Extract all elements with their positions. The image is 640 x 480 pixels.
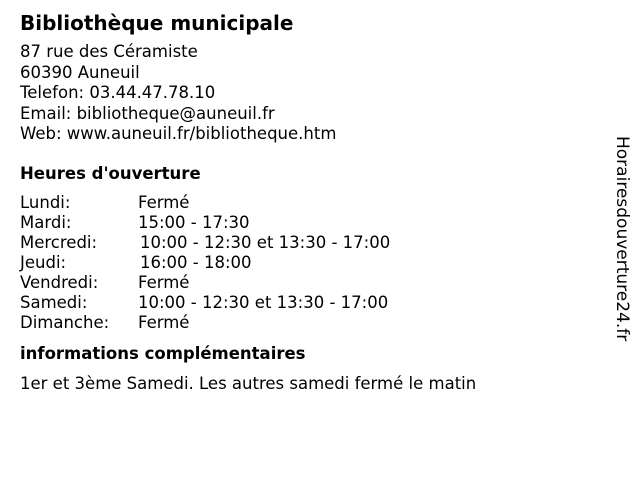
website-address: Web: www.auneuil.fr/bibliotheque.htm (20, 124, 337, 143)
hours-row-mercredi (20, 233, 600, 253)
additional-info-heading: informations complémentaires (20, 343, 306, 363)
day-label: Mardi: (20, 212, 72, 232)
library-info-card (20, 10, 600, 395)
day-label: Lundi: (20, 192, 71, 212)
hours-row-vendredi (20, 273, 600, 293)
hours-row-dimanche (20, 313, 600, 333)
opening-hours-heading: Heures d'ouverture (20, 163, 201, 183)
address-block (20, 42, 600, 145)
page-title: Bibliothèque municipale (20, 11, 294, 35)
time-value: 16:00 - 18:00 (140, 252, 252, 272)
phone-number: Telefon: 03.44.47.78.10 (20, 83, 216, 102)
hours-row-lundi (20, 193, 600, 213)
hours-row-mardi (20, 213, 600, 233)
day-label: Mercredi: (20, 232, 98, 252)
day-label: Samedi: (20, 292, 88, 312)
site-watermark: Horairesdouverture24.fr (612, 136, 632, 342)
time-value: Fermé (138, 272, 190, 292)
day-label: Jeudi: (20, 252, 67, 272)
hours-row-jeudi (20, 253, 600, 273)
time-value: Fermé (138, 312, 190, 332)
day-label: Vendredi: (20, 272, 99, 292)
hours-row-samedi (20, 293, 600, 313)
time-value: 15:00 - 17:30 (138, 212, 250, 232)
street-address: 87 rue des Céramiste (20, 42, 198, 61)
time-value: Fermé (138, 192, 190, 212)
additional-info-text: 1er et 3ème Samedi. Les autres samedi fermé le matin (20, 373, 477, 393)
email-address: Email: bibliotheque@auneuil.fr (20, 103, 275, 123)
time-value: 10:00 - 12:30 et 13:30 - 17:00 (140, 232, 391, 252)
day-label: Dimanche: (20, 312, 110, 332)
time-value: 10:00 - 12:30 et 13:30 - 17:00 (138, 292, 389, 312)
city-postcode: 60390 Auneuil (20, 62, 140, 82)
opening-hours-table (20, 193, 600, 333)
